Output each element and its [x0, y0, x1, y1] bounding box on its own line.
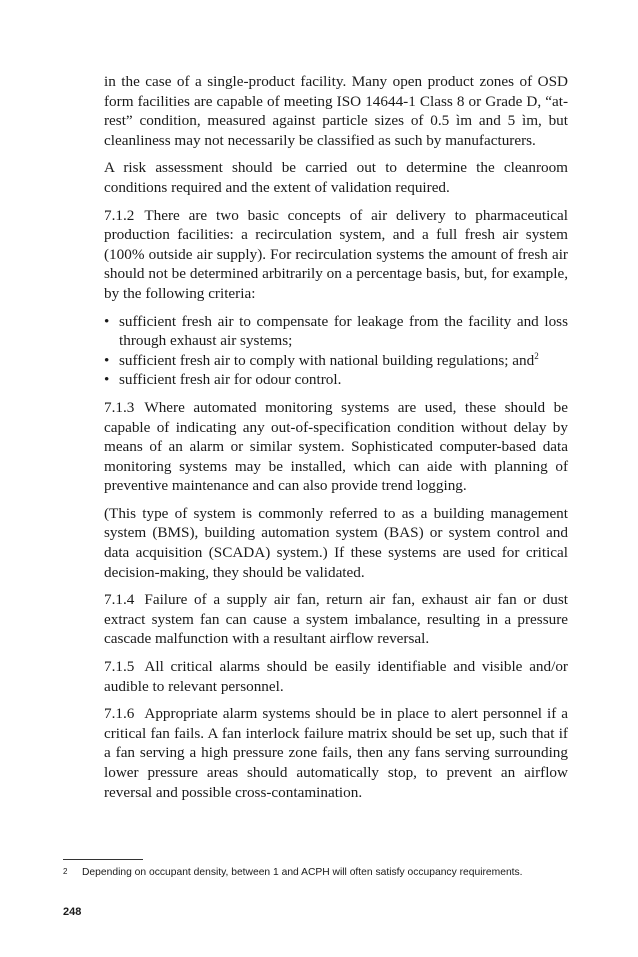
bullet-marker: • [104, 312, 110, 330]
section-text: All critical alarms should be easily identifiable and visible and/or audible to relevant personnel. [104, 658, 568, 695]
page-number: 248 [63, 906, 82, 918]
body-text [104, 72, 568, 810]
list-item-text: sufficient fresh air to compensate for leakage from the facility and loss through exhaust air systems; [119, 312, 568, 350]
list-item-text: sufficient fresh air to comply with national building regulations; and [119, 351, 535, 369]
list-item [104, 370, 568, 390]
footnote-text: Depending on occupant density, between 1 and ACPH will often satisfy occupancy requirements. [82, 867, 523, 878]
footnote [63, 866, 583, 879]
paragraph-intro: in the case of a single-product facility. Many open product zones of OSD form facilities are capable of meeting ISO 14644-1 Class 8 or Grade D, “at-rest” condition, measured against particle sizes of 0.5 ìm and 5 ìm, but cleanliness may not necessarily be classified as such by manufacturers. [104, 73, 568, 149]
bullet-marker: • [104, 351, 110, 369]
section-number: 7.1.6 [104, 705, 135, 723]
section-7-1-5 [104, 657, 568, 696]
section-text: Where automated monitoring systems are used, these should be capable of indicating any out-of-specification condition without delay by means of an alarm or similar system. Sophisticated computer-based data monitoring systems may be installed, which can aide with planning of preventive maintenance and can also provide trend logging. [104, 398, 568, 495]
footnote-reference[interactable]: 2 [534, 350, 539, 361]
criteria-list [104, 312, 568, 390]
section-number: 7.1.5 [104, 658, 135, 676]
section-text: Failure of a supply air fan, return air fan, exhaust air fan or dust extract system fan can cause a system imbalance, resulting in a pressure cascade malfunction with a resultant airflow reversal. [104, 591, 568, 648]
list-item [104, 351, 568, 371]
section-7-1-3 [104, 398, 568, 496]
section-number: 7.1.4 [104, 591, 135, 609]
section-7-1-6 [104, 704, 568, 802]
section-text: There are two basic concepts of air delivery to pharmaceutical production facilities: a recirculation system, and a full fresh air system (100% outside air supply). For recirculation systems the amount of fresh air should not be determined arbitrarily on a percentage basis, but, for example, by the following criteria: [104, 206, 568, 302]
section-7-1-2 [104, 206, 568, 304]
paragraph-risk-assessment: A risk assessment should be carried out to determine the cleanroom conditions required and the extent of validation required. [104, 159, 568, 196]
list-item [104, 312, 568, 351]
section-7-1-4 [104, 590, 568, 649]
list-item-text: sufficient fresh air for odour control. [119, 371, 342, 389]
footnote-mark: 2 [63, 867, 68, 876]
paragraph-bms: (This type of system is commonly referred to as a building management system (BMS), building automation system (BAS) or system control and data acquisition (SCADA) system.) If these systems are used for critical decision-making, they should be validated. [104, 504, 568, 581]
section-number: 7.1.3 [104, 398, 135, 416]
footnote-divider [63, 859, 143, 860]
section-text: Appropriate alarm systems should be in place to alert personnel if a critical fan fails. A fan interlock failure matrix should be set up, such that if a fan serving a high pressure zone fails, then any fans serving surrounding lower pressure areas should automatically stop, to prevent an airflow reversal and possible cross-contamination. [104, 705, 568, 801]
bullet-marker: • [104, 371, 110, 389]
section-number: 7.1.2 [104, 206, 135, 224]
